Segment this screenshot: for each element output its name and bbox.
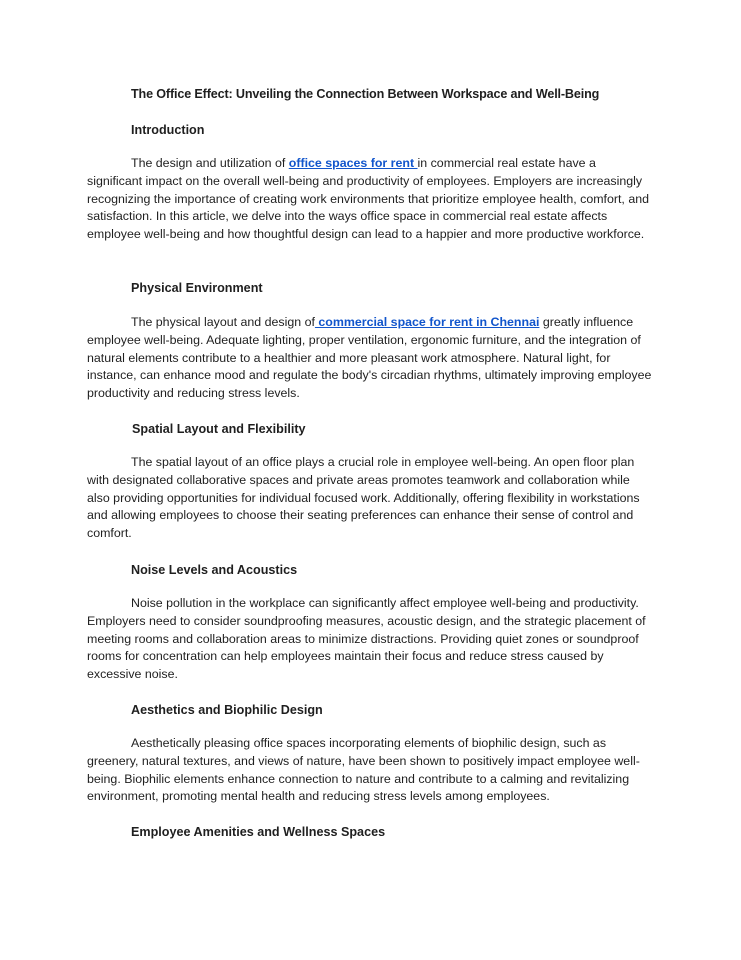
section-heading-noise-levels: Noise Levels and Acoustics [131, 563, 298, 577]
section-paragraph-noise-levels: Noise pollution in the workplace can significantly affect employee well-being and productivity. Employers need to consider soundproofing measures, acoustic design, and the strategic placement of meeting rooms and collaboration areas to minimize distractions. Providing quiet zones or soundproof rooms for concentration can help employees maintain their focus and reduce stress caused by excessive noise. [87, 596, 646, 682]
section-paragraph-aesthetics: Aesthetically pleasing office spaces incorporating elements of biophilic design, such as greenery, natural textures, and views of nature, have been shown to positively impact employee well-being. Biophilic elements enhance connection to nature and contribute to a calming and revitalizing environment, promoting mental health and reducing stress levels among employees. [87, 736, 640, 804]
office-spaces-link[interactable]: office spaces for rent [288, 156, 418, 170]
section-heading-spatial-layout: Spatial Layout and Flexibility [132, 422, 306, 436]
paragraph-text: in commercial real estate have a significant impact on the overall well-being and productivity of employees. Employers are increasingly recognizing the importance of creating work environments that prioritize employee health, comfort, and satisfaction. In this article, we delve into the ways office space in commercial real estate affects employee well-being and how thoughtful design can lead to a happier and more productive workforce. [87, 156, 649, 242]
section-paragraph-introduction [87, 155, 653, 244]
document-title: The Office Effect: Unveiling the Connection Between Workspace and Well-Being [131, 87, 600, 101]
section-heading-employee-amenities: Employee Amenities and Wellness Spaces [131, 825, 386, 839]
section-paragraph-physical-environment [87, 314, 653, 403]
section-heading-aesthetics: Aesthetics and Biophilic Design [131, 703, 323, 717]
paragraph-text: The physical layout and design of [131, 315, 315, 329]
commercial-space-chennai-link[interactable]: commercial space for rent in Chennai [314, 315, 540, 329]
section-heading-physical-environment: Physical Environment [131, 281, 263, 295]
section-heading-introduction: Introduction [131, 123, 205, 137]
paragraph-text: greatly influence employee well-being. Adequate lighting, proper ventilation, ergonomic furniture, and the integration of natural elements contribute to a healthier and more pleasant work atmosphere. Natural light, for instance, can enhance mood and regulate the body's circadian rhythms, ultimately improving employee productivity and reducing stress levels. [87, 315, 652, 401]
section-paragraph-spatial-layout: The spatial layout of an office plays a crucial role in employee well-being. An open floor plan with designated collaborative spaces and private areas promotes teamwork and collaboration while also providing opportunities for individual focused work. Additionally, offering flexibility in workstations and allowing employees to choose their seating preferences can enhance their sense of control and comfort. [87, 455, 640, 541]
paragraph-text: The design and utilization of [131, 156, 289, 170]
